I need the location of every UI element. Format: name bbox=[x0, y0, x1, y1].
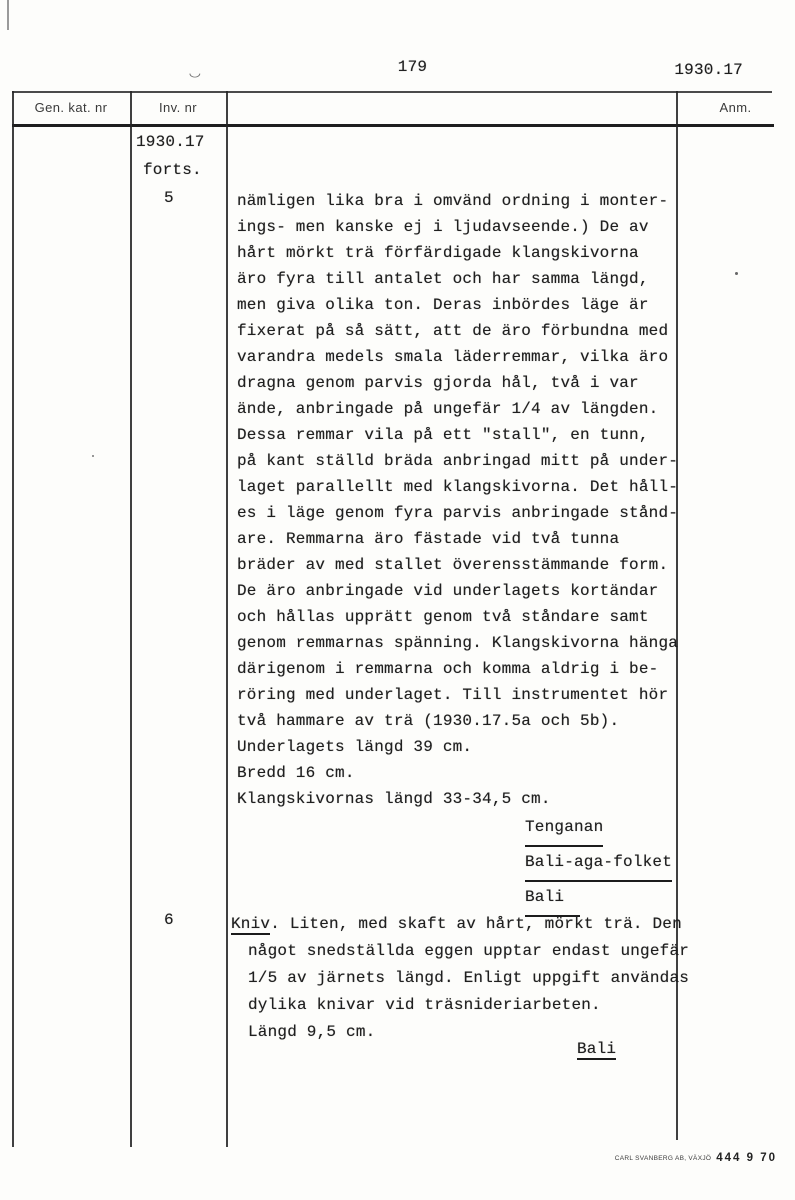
column-divider-genkat-inv bbox=[130, 91, 132, 1147]
typewritten-line: laget parallellt med klangskivorna. Det håll- bbox=[237, 478, 679, 496]
provenance-line: Bali bbox=[577, 1040, 617, 1058]
typewritten-line: ings- men kanske ej i ljudavseende.) De av bbox=[237, 218, 649, 236]
entry-continuation-label: forts. bbox=[143, 161, 202, 179]
typewritten-line: och hållas upprätt genom två ståndare samt bbox=[237, 608, 649, 626]
typewritten-line: es i läge genom fyra parvis anbringade stånd- bbox=[237, 504, 679, 522]
entry-5-provenance bbox=[525, 812, 672, 917]
entry-inv-number: 1930.17 bbox=[136, 133, 205, 151]
typewritten-line: men giva olika ton. Deras inbördes läge är bbox=[237, 296, 649, 314]
table-left-border bbox=[12, 91, 14, 1147]
handwritten-squiggle-artifact: ◡ bbox=[189, 66, 201, 81]
typewritten-line: Dessa remmar vila på ett "stall", en tunn, bbox=[237, 426, 649, 444]
typewritten-line: varandra medels smala läderremmar, vilka äro bbox=[237, 348, 669, 366]
entry-6-first-line-rest: . Liten, med skaft av hårt, mörkt trä. Den bbox=[270, 915, 682, 933]
provenance-line: Bali-aga-folket bbox=[525, 847, 672, 882]
typewritten-line: äro fyra till antalet och har samma längd, bbox=[237, 270, 649, 288]
typewritten-line: ände, anbringade på ungefär 1/4 av längden. bbox=[237, 400, 659, 418]
column-header-anm: Anm. bbox=[719, 100, 752, 115]
entry-5-description bbox=[237, 188, 689, 812]
table-top-border bbox=[12, 91, 772, 93]
typewritten-line: genom remmarnas spänning. Klangskivorna hänga bbox=[237, 634, 679, 652]
page-number: 179 bbox=[397, 58, 428, 76]
typewritten-line: 1/5 av järnets längd. Enligt uppgift användas bbox=[248, 969, 690, 987]
typewritten-line: röring med underlaget. Till instrumentet hör bbox=[237, 686, 669, 704]
entry-6-continuation-lines bbox=[231, 938, 693, 1046]
typewritten-line: två hammare av trä (1930.17.5a och 5b). bbox=[237, 712, 620, 730]
typewritten-line bbox=[231, 911, 693, 938]
typewritten-line: dylika knivar vid träsnideriarbeten. bbox=[248, 996, 601, 1014]
entry-6-provenance bbox=[577, 1040, 616, 1058]
column-header-inv-nr: Inv. nr bbox=[159, 100, 197, 115]
typewritten-line: något snedställda eggen upptar endast ungefär bbox=[248, 942, 690, 960]
typewritten-line: på kant ställd bräda anbringad mitt på under- bbox=[237, 452, 679, 470]
typewritten-line: därigenom i remmarna och komma aldrig i be- bbox=[237, 660, 659, 678]
typewritten-line: Längd 9,5 cm. bbox=[248, 1023, 376, 1041]
typewritten-line: dragna genom parvis gjorda hål, två i var bbox=[237, 374, 639, 392]
item-number-5: 5 bbox=[164, 189, 174, 207]
provenance-line: Bali bbox=[525, 882, 580, 917]
table-header-border bbox=[12, 124, 774, 127]
typewritten-line: are. Remmarna äro fästade vid två tunna bbox=[237, 530, 620, 548]
entry-6-description bbox=[231, 911, 693, 1046]
entry-6-lead-word: Kniv bbox=[231, 915, 271, 933]
printer-imprint bbox=[615, 1148, 777, 1166]
typewritten-line: hårt mörkt trä förfärdigade klangskivorna bbox=[237, 244, 639, 262]
printer-code: 444 9 70 bbox=[716, 1152, 777, 1164]
typewritten-line: Bredd 16 cm. bbox=[237, 764, 355, 782]
typewritten-line: fixerat på så sätt, att de äro förbundna med bbox=[237, 322, 669, 340]
column-header-gen-kat-nr: Gen. kat. nr bbox=[34, 100, 108, 115]
inventory-ref-header: 1930.17 bbox=[674, 61, 743, 79]
printer-name: CARL SVANBERG AB, VÄXJÖ bbox=[614, 1155, 712, 1162]
column-divider-inv-text bbox=[226, 91, 228, 1147]
typewritten-line: Klangskivornas längd 33-34,5 cm. bbox=[237, 790, 551, 808]
typewritten-line: De äro anbringade vid underlagets kortändar bbox=[237, 582, 659, 600]
typewritten-line: Underlagets längd 39 cm. bbox=[237, 738, 473, 756]
typewritten-line: nämligen lika bra i omvänd ordning i monter- bbox=[237, 192, 669, 210]
provenance-line: Tenganan bbox=[525, 812, 603, 847]
item-number-6: 6 bbox=[164, 911, 174, 929]
scan-edge-artifact bbox=[7, 0, 9, 30]
typewritten-line: bräder av med stallet överensstämmande form. bbox=[237, 556, 669, 574]
